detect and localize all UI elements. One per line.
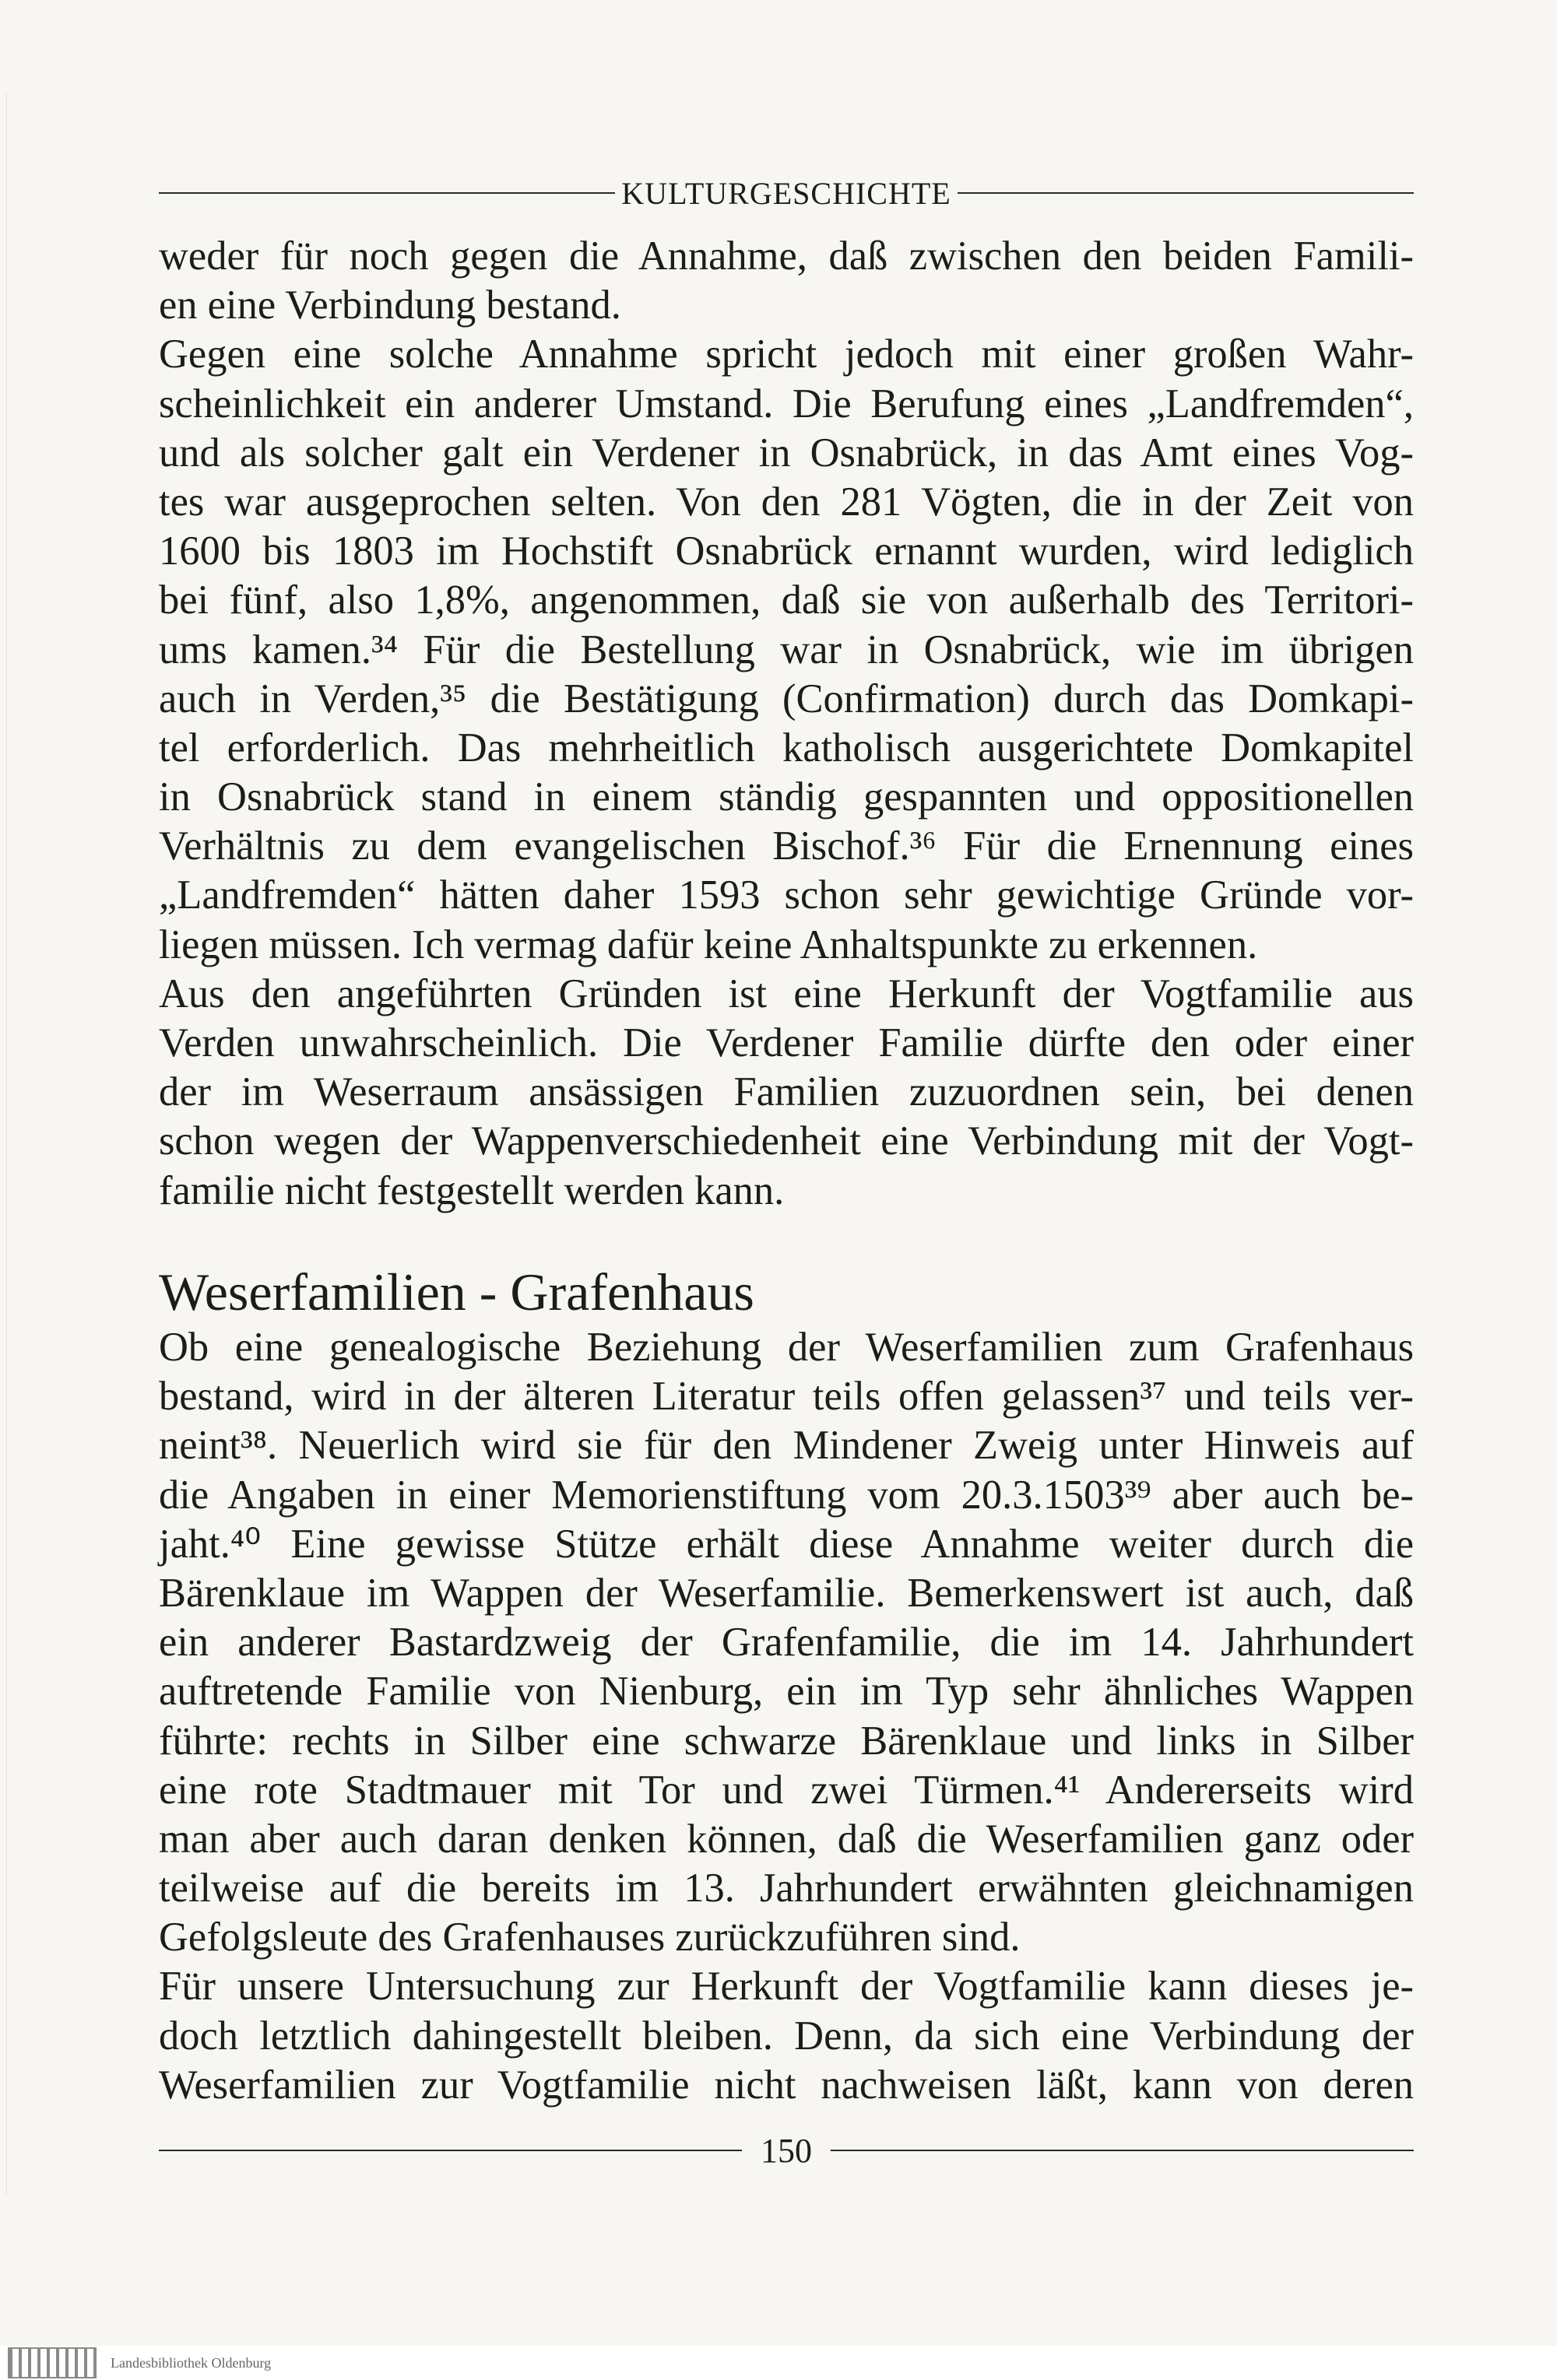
text-line: Aus den angeführten Gründen ist eine Herkunft der Vogtfamilie aus: [159, 971, 1414, 1016]
library-name: Landesbibliothek Oldenburg: [111, 2354, 272, 2371]
text-line: ein anderer Bastardzweig der Grafenfamilie, die im 14. Jahrhundert: [159, 1620, 1414, 1666]
header-rule-left: [159, 192, 615, 194]
text-line: Verden unwahrscheinlich. Die Verdener Familie dürfte den oder einer: [159, 1020, 1414, 1065]
header-rule-right: [958, 192, 1414, 194]
text-line: auch in Verden,³⁵ die Bestätigung (Confirmation) durch das Domkapi-: [159, 676, 1414, 721]
text-line: auftretende Familie von Nienburg, ein im Typ sehr ähnliches Wappen: [159, 1669, 1414, 1715]
body-text-section-2: [159, 1323, 1414, 2110]
text-line: bestand, wird in der älteren Literatur teils offen gelassen³⁷ und teils ver-: [159, 1374, 1414, 1420]
text-line: tes war ausgeprochen selten. Von den 281 Vögten, die in der Zeit von: [159, 479, 1414, 525]
text-line: Bärenklaue im Wappen der Weserfamilie. Bemerkenswert ist auch, daß: [159, 1570, 1414, 1616]
text-line: 1600 bis 1803 im Hochstift Osnabrück ernannt wurden, wird lediglich: [159, 528, 1414, 574]
text-line: teilweise auf die bereits im 13. Jahrhundert erwähnten gleichnamigen: [159, 1866, 1414, 1911]
library-logo-icon: [8, 2347, 97, 2378]
text-line: Ob eine genealogische Beziehung der Weserfamilien zum Grafenhaus: [159, 1325, 1414, 1370]
text-line: jaht.⁴⁰ Eine gewisse Stütze erhält diese Annahme weiter durch die: [159, 1521, 1414, 1567]
text-line: doch letztlich dahingestellt bleiben. Denn, da sich eine Verbindung der: [159, 2013, 1414, 2059]
text-line: familie nicht festgestellt werden kann.: [159, 1167, 785, 1213]
footer-rule-left: [159, 2150, 742, 2151]
text-line: en eine Verbindung bestand.: [159, 283, 621, 328]
library-watermark-bar: [0, 2346, 1557, 2380]
text-line: führte: rechts in Silber eine schwarze Bärenklaue und links in Silber: [159, 1718, 1414, 1764]
text-line: Gefolgsleute des Grafenhauses zurückzuführen sind.: [159, 1915, 1021, 1961]
body-text-section-1: [159, 232, 1414, 1216]
section-heading: Weserfamilien - Grafenhaus: [159, 1262, 754, 1322]
text-line: weder für noch gegen die Annahme, daß zwischen den beiden Famili-: [159, 233, 1414, 279]
text-line: Gegen eine solche Annahme spricht jedoch mit einer großen Wahr-: [159, 332, 1414, 377]
text-line: bei fünf, also 1,8%, angenommen, daß sie von außerhalb des Territori-: [159, 577, 1414, 623]
footer-rule-right: [831, 2150, 1414, 2151]
text-line: neint³⁸. Neuerlich wird sie für den Mindener Zweig unter Hinweis auf: [159, 1423, 1414, 1469]
text-line: in Osnabrück stand in einem ständig gespannten und oppositionellen: [159, 774, 1414, 820]
text-line: ums kamen.³⁴ Für die Bestellung war in Osnabrück, wie im übrigen: [159, 627, 1414, 672]
text-line: Für unsere Untersuchung zur Herkunft der Vogtfamilie kann dieses je-: [159, 1964, 1414, 2010]
header-title: KULTURGESCHICHTE: [621, 175, 951, 211]
text-line: „Landfremden“ hätten daher 1593 schon sehr gewichtige Gründe vor-: [159, 872, 1414, 918]
text-line: tel erforderlich. Das mehrheitlich katholisch ausgerichtete Domkapitel: [159, 725, 1414, 771]
text-line: liegen müssen. Ich vermag dafür keine Anhaltspunkte zu erkennen.: [159, 921, 1258, 967]
text-line: der im Weserraum ansässigen Familien zuzuordnen sein, bei denen: [159, 1069, 1414, 1115]
text-line: eine rote Stadtmauer mit Tor und zwei Türmen.⁴¹ Andererseits wird: [159, 1767, 1414, 1813]
text-line: scheinlichkeit ein anderer Umstand. Die Berufung eines „Landfremden“,: [159, 381, 1414, 427]
page-footer: [159, 2123, 1414, 2178]
scan-margin-line: [6, 93, 7, 2195]
running-header: [159, 170, 1414, 216]
text-line: die Angaben in einer Memorienstiftung vom 20.3.1503³⁹ aber auch be-: [159, 1472, 1414, 1518]
page-number: 150: [761, 2131, 812, 2170]
text-line: man aber auch daran denken können, daß die Weserfamilien ganz oder: [159, 1816, 1414, 1862]
text-line: Weserfamilien zur Vogtfamilie nicht nachweisen läßt, kann von deren: [159, 2062, 1414, 2108]
text-line: schon wegen der Wappenverschiedenheit eine Verbindung mit der Vogt-: [159, 1118, 1414, 1164]
text-line: Verhältnis zu dem evangelischen Bischof.³⁶ Für die Ernennung eines: [159, 823, 1414, 869]
text-line: und als solcher galt ein Verdener in Osnabrück, in das Amt eines Vog-: [159, 430, 1414, 476]
